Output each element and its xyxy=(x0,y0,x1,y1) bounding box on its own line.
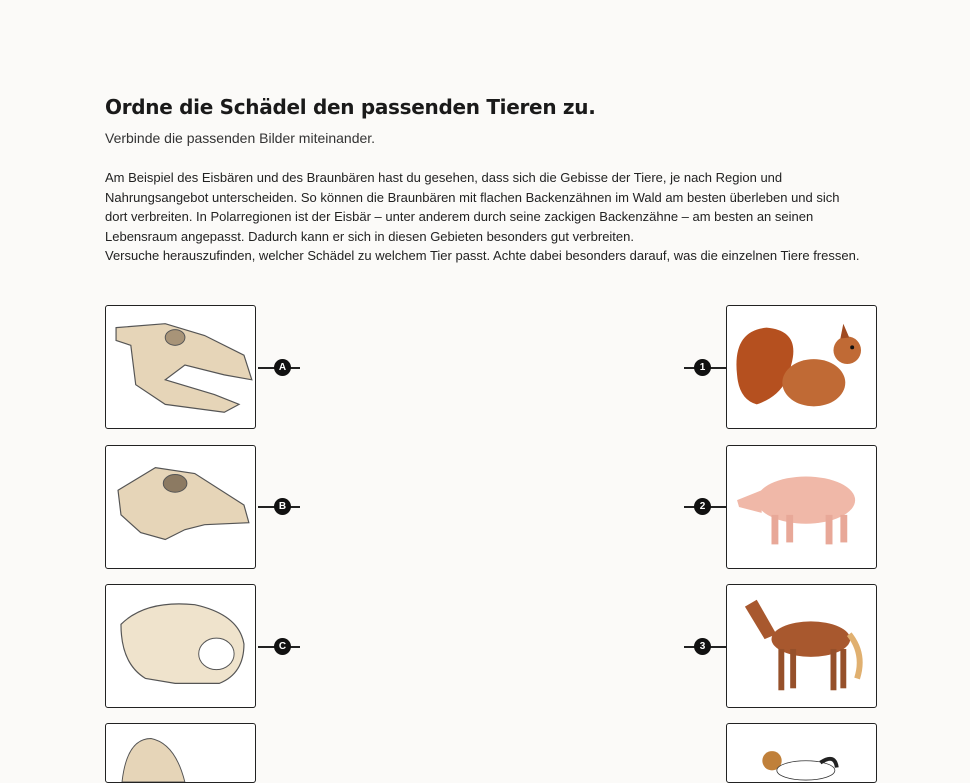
horse-image xyxy=(727,585,876,707)
connector-point-1[interactable] xyxy=(694,359,711,376)
point-label: 2 xyxy=(699,501,706,512)
intro-paragraph: Am Beispiel des Eisbären und des Braunbären hast du gesehen, dass sich die Gebisse der Tiere, je nach Region und Nahrungsangebot unterscheiden. So können die Braunbären mit flachen Backenzähnen im Wald am besten überleben und sich dort verbreiten. In Polarregionen ist der Eisbär – unter anderem durch seine zackigen Backenzähne – am besten an seinen Lebensraum angepasst. Dadurch kann er sich in diesen Gebieten besonders gut verbreiten. xyxy=(105,170,840,244)
point-label: 3 xyxy=(699,641,706,652)
point-label: C xyxy=(278,641,287,652)
skull-card-b[interactable] xyxy=(105,445,256,569)
skull-card-a[interactable] xyxy=(105,305,256,429)
connector-point-3[interactable] xyxy=(694,638,711,655)
animal-card-3[interactable] xyxy=(726,584,877,708)
rodent-skull-image xyxy=(106,585,255,707)
pig-skull-image xyxy=(106,446,255,568)
animal-card-4[interactable] xyxy=(726,723,877,783)
page-title: Ordne die Schädel den passenden Tieren zu. xyxy=(105,95,596,119)
connector-point-2[interactable] xyxy=(694,498,711,515)
point-label: A xyxy=(278,362,287,373)
page-subtitle: Verbinde die passenden Bilder miteinander. xyxy=(105,130,376,146)
horse-skull-image xyxy=(106,306,255,428)
animal-card-2[interactable] xyxy=(726,445,877,569)
dog-image xyxy=(727,724,876,782)
animal-card-1[interactable] xyxy=(726,305,877,429)
pig-image xyxy=(727,446,876,568)
dog-skull-image xyxy=(106,724,255,782)
skull-card-c[interactable] xyxy=(105,584,256,708)
connector-point-c[interactable] xyxy=(274,638,291,655)
point-label: 1 xyxy=(699,362,706,373)
squirrel-image xyxy=(727,306,876,428)
skull-card-d[interactable] xyxy=(105,723,256,783)
connector-point-a[interactable] xyxy=(274,359,291,376)
intro-text xyxy=(105,168,865,266)
connector-point-b[interactable] xyxy=(274,498,291,515)
intro-instruction: Versuche herauszufinden, welcher Schädel zu welchem Tier passt. Achte dabei besonders darauf, was die einzelnen Tiere fressen. xyxy=(105,248,860,263)
point-label: B xyxy=(278,501,287,512)
